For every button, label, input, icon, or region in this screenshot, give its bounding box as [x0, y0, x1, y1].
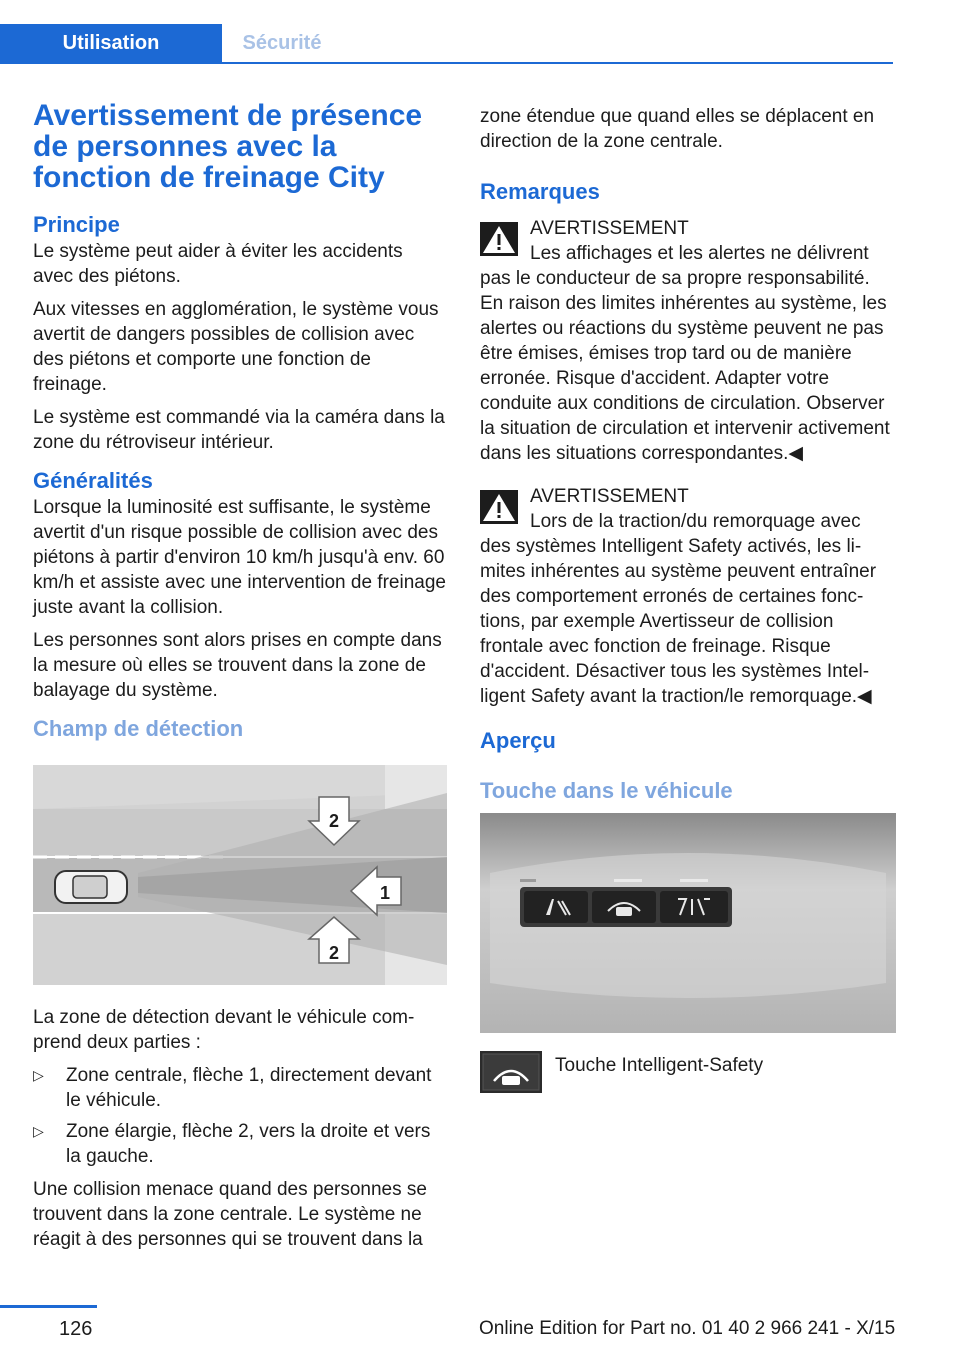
heading-generalites: Généralités: [33, 468, 153, 493]
warning-first-line: Lors de la traction/du remorquage avec: [530, 511, 861, 532]
car-icon: [55, 871, 127, 903]
warning-block-2: [480, 484, 896, 709]
heading-champ-detection: Champ de détection: [33, 716, 244, 741]
tab-utilisation[interactable]: Utilisation: [0, 24, 222, 62]
figure-label-2-bottom: 2: [328, 943, 340, 963]
intelligent-safety-icon: [480, 1051, 542, 1093]
detection-zone-list: [33, 1063, 447, 1169]
pedestrian-warning-button-icon: [524, 891, 588, 923]
tab-securite[interactable]: Sécurité: [242, 32, 322, 54]
bullet-marker: ▷: [33, 1123, 44, 1139]
paragraph: Le système est commandé via la caméra dans la zone du rétroviseur intérieur.: [33, 407, 445, 453]
paragraph: Aux vitesses en agglomération, le système vous avertit de dangers possibles de collision avec des piétons et comporte une fonction de freinage.: [33, 299, 439, 395]
warning-triangle-icon: [480, 222, 518, 256]
warning-text: pas le conducteur de sa propre responsabilité. En raison des limites inhérentes au système, les alertes ou réactions du système peuvent ne pas être émises, émises trop tard ou de manière erronée. Risque d'accident. Adapter votre conduite aux conditions de circulation. Observer la situation de circulation et intervenir activement dans les situations correspondantes.◀: [480, 268, 890, 464]
warning-label: AVERTISSEMENT: [530, 486, 689, 507]
warning-first-line: Les affichages et les alertes ne délivrent: [530, 243, 869, 264]
warning-block-1: [480, 216, 896, 466]
footer-rule: [0, 1305, 97, 1308]
list-item-text: Zone élargie, flèche 2, vers la droite et vers la gauche.: [66, 1121, 431, 1167]
warning-text: des systèmes Intelligent Safety activés, les limites inhérentes au système peuvent entraîner des comportement erronés de certaines fonctions, par exemple Avertisseur de collision frontale avec fonction de freinage. Risque d'accident. Désactiver tous les systèmes Intelligent Safety avant la traction/le remorquage.◀: [480, 536, 877, 707]
bullet-marker: ▷: [33, 1067, 44, 1083]
vehicle-buttons-photo-svg: [480, 813, 896, 1033]
edition-line: Online Edition for Part no. 01 40 2 966 241 - X/15: [479, 1318, 896, 1339]
section-tabbar: [0, 24, 893, 64]
heading-principe: Principe: [33, 212, 120, 237]
section-generalites: [33, 467, 447, 703]
detection-diagram: [33, 765, 447, 985]
paragraph: Le système peut aider à éviter les accidents avec des piétons.: [33, 241, 403, 287]
paragraph: La zone de détection devant le véhicule comprend deux parties :: [33, 1007, 415, 1053]
section-champ-detection: [33, 715, 447, 1252]
paragraph: Lorsque la luminosité est suffisante, le système avertit d'un risque possible de collision avec des piétons à partir d'environ 10 km/h jusqu'à env. 60 km/h et assiste avec une intervention de freinage juste avant la collision.: [33, 497, 446, 618]
button-legend: [480, 1051, 896, 1117]
section-principe: [33, 211, 447, 455]
detection-diagram-svg: [33, 765, 447, 985]
paragraph: Une collision menace quand des personnes se trouvent dans la zone centrale. Le système ne réagit à des personnes qui se trouvent dans la: [33, 1179, 427, 1250]
heading-touche: Touche dans le véhicule: [480, 778, 733, 803]
figure-label-2-top: 2: [328, 811, 340, 831]
paragraph: Les personnes sont alors prises en compte dans la mesure où elles se trouvent dans la zone de balayage du système.: [33, 630, 442, 701]
lane-departure-button-icon: [660, 891, 728, 923]
vehicle-buttons-photo: [480, 813, 896, 1033]
intelligent-safety-button-icon: [592, 891, 656, 923]
list-item-text: Zone centrale, flèche 1, directement devant le véhicule.: [66, 1065, 432, 1111]
list-item: [33, 1063, 447, 1113]
warning-label: AVERTISSEMENT: [530, 218, 689, 239]
paragraph-continuation: zone étendue que quand elles se déplacent en direction de la zone centrale.: [480, 106, 875, 152]
page-title: Avertissement de présence de personnes avec la fonction de freinage City: [33, 99, 423, 194]
warning-triangle-icon: [480, 490, 518, 524]
button-legend-label: Touche Intelligent-Safety: [555, 1055, 764, 1076]
list-item: [33, 1119, 447, 1169]
right-column: [480, 104, 896, 1117]
page-number: 126: [59, 1318, 93, 1340]
heading-apercu: Aperçu: [480, 728, 556, 753]
figure-label-1: 1: [379, 883, 391, 903]
heading-remarques: Remarques: [480, 179, 600, 204]
left-column: [33, 100, 447, 1260]
